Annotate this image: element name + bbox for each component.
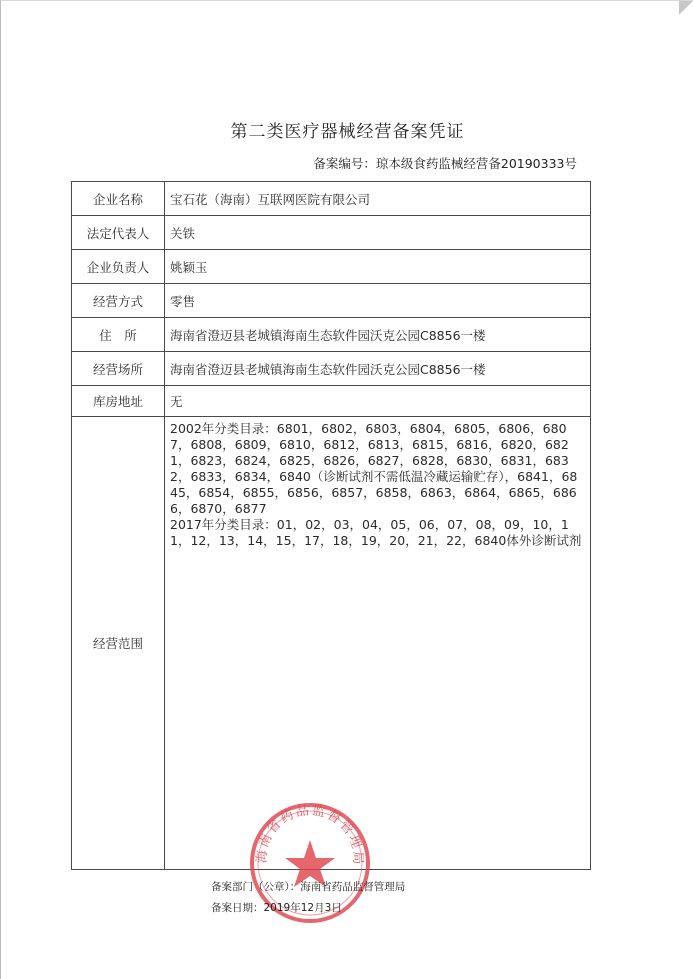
row-label: 经营场所	[72, 352, 165, 386]
scope-2002: 2002年分类目录：6801，6802，6803，6804，6805，6806，6807，6808，6809，6810，6812，6813，6815，6816，6820，6821，6823，6824，6825，6826，6827，6828，6830，6831，6832，6833，6834，6840（诊断试剂不需低温冷藏运输贮存），6841，6845，6854，6855，6856，6857，6858，6863，6864，6865，6866，6870，6877	[170, 421, 578, 516]
table-row	[72, 250, 591, 284]
row-value: 零售	[165, 284, 591, 318]
row-value: 海南省澄迈县老城镇海南生态软件园沃克公园C8856一楼	[165, 352, 591, 386]
table-row	[72, 318, 591, 352]
registration-number: 备案编号：琼本级食药监械经营备20190333号	[313, 156, 577, 171]
scope-2017: 2017年分类目录：01，02，03，04，05，06，07，08，09，10，11，12，13，14，15，17，18，19，20，21，22，6840体外诊断试剂	[170, 517, 582, 548]
scope-value	[165, 417, 591, 870]
row-value: 无	[165, 386, 591, 417]
table-row	[72, 284, 591, 318]
row-label: 企业负责人	[72, 250, 165, 284]
table-row	[72, 352, 591, 386]
row-label: 经营方式	[72, 284, 165, 318]
footer-date: 备案日期：2019年12月3日	[211, 902, 342, 914]
table-row	[72, 216, 591, 250]
table-row	[72, 386, 591, 417]
row-value: 姚颖玉	[165, 250, 591, 284]
svg-text:海南省药品监督管理局: 海南省药品监督管理局	[254, 803, 366, 867]
row-label: 住 所	[72, 318, 165, 352]
record-table	[71, 181, 591, 870]
document-title: 第二类医疗器械经营备案凭证	[230, 122, 465, 142]
row-value: 宝石花（海南）互联网医院有限公司	[165, 182, 591, 216]
footer-department: 备案部门（公章）：海南省药品监督管理局	[211, 881, 406, 893]
page-corner-fold	[679, 1, 693, 15]
row-value: 海南省澄迈县老城镇海南生态软件园沃克公园C8856一楼	[165, 318, 591, 352]
row-label: 库房地址	[72, 386, 165, 417]
row-value: 关铁	[165, 216, 591, 250]
row-label: 企业名称	[72, 182, 165, 216]
table-row	[72, 182, 591, 216]
scope-label: 经营范围	[72, 417, 165, 870]
row-label: 法定代表人	[72, 216, 165, 250]
